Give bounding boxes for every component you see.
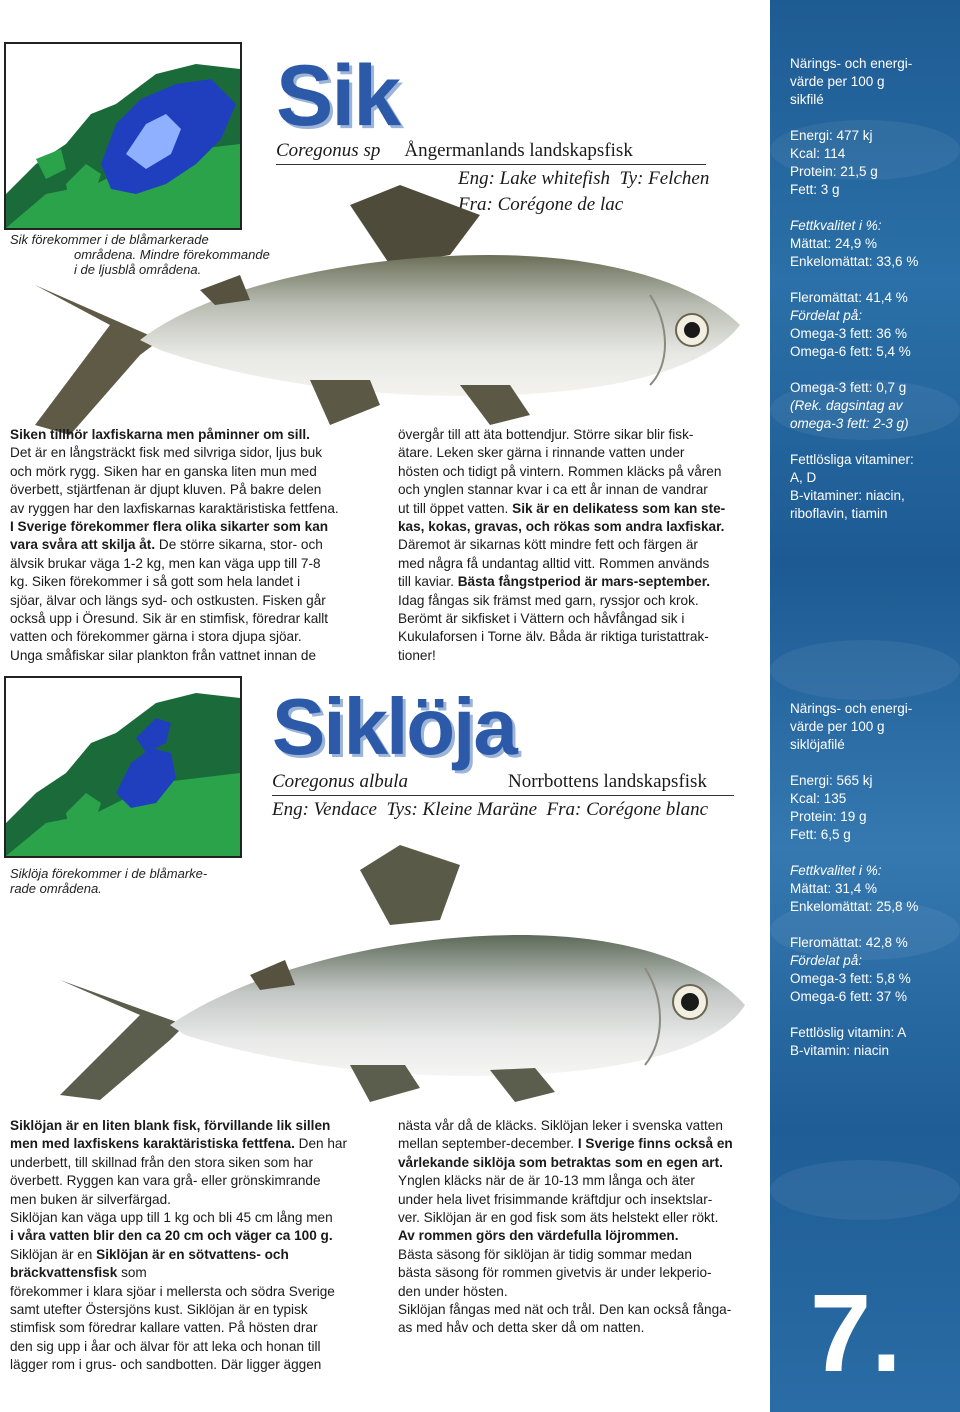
sik-tail-fin [35,285,160,435]
text-line: vatten och förekommer gärna i stora djupa sjöar. [10,629,302,645]
text-line: I Sverige förekommer flera olika sikarter som kan [10,519,329,535]
text-line: I Sverige finns också en [577,1136,733,1152]
nutrition-protein: Protein: 21,5 g [790,164,878,179]
text-line: Bästa säsong för siklöjan är tidig sommar medan [398,1246,692,1262]
text-line: Bästa fångstperiod är mars-september. [457,574,711,590]
text-line: överbett. Ryggen kan vara grå- eller grönskimrande [10,1173,321,1189]
sikloja-scientific-name: Coregonus albula [272,771,408,792]
sikloja-left-text: Siklöjan är en liten blank fisk, förvillande lik sillen men med laxfiskens karaktäristiska fettfena. Den har underbett, till skillnad från den stora siken som har överbett. Ryggen kan vara grå- eller grönskimrande men buken är silverfärgad. Siklöjan kan väga upp till 1 kg och bli 45 cm lång men i våra vatten blir den ca 20 cm och väger ca 100 g. Siklöjan är en Siklöjan är en sötvattens- och bräckvattensfisk som förekommer i klara sjöar i mellersta och södra Sverige samt utefter Östersjöns kust. Siklöjan är en typisk stimfisk som föredrar kallare vatten. På hösten drar den sig upp i åar och älvar för att leka och honan till lägger rom i grus- och sandbotten. Där ligger äggen [10,1117,370,1375]
nutrition-energy: Energi: 477 kj [790,128,873,143]
text-line: mellan september-december. [398,1136,575,1152]
nutrition-saturated: Mättat: 24,9 % [790,236,878,251]
nutrition-monounsaturated: Enkelomättat: 25,8 % [790,899,919,914]
sik-title: Sik [276,48,400,144]
text-line: med några få undantag alltid vitt. Rommen används [398,555,710,571]
nutrition-vitamins: Fettlösliga vitaminer: [790,452,914,467]
text-line: hösten och tidigt på vintern. Rommen kläcks på våren [398,463,722,479]
text-line: ätare. Leken sker gärna i rinnande vatten under [398,445,685,461]
sikloja-dorsal-fin [360,845,460,925]
sik-title-rule [276,164,706,165]
sik-map-caption-line: områdena. Mindre förekommande [74,247,270,262]
sikloja-map-graphic [6,678,240,856]
text-line: den under hösten. [398,1283,508,1299]
text-line: också upp i Öresund. Sik är en stimfisk, föredrar kallt [10,611,329,627]
text-line: Siklöjan kan väga upp till 1 kg och bli 45 cm lång men [10,1210,333,1226]
text-line: men med laxfiskens karaktäristiska fettfena. [10,1136,295,1152]
sik-pupil [684,322,700,338]
sik-nutrition-panel [790,55,955,523]
nutrition-recommended: omega-3 fett: 2-3 g) [790,416,909,431]
sikloja-name-tys: Tys: Kleine Maräne [386,799,538,820]
sik-province: Ångermanlands landskapsfisk [404,140,633,161]
text-line: tioner! [398,647,436,663]
text-line: älvsik brukar väga 1-2 kg, men kan väga upp till 7-8 [10,555,321,571]
nutrition-omega3: Omega-3 fett: 36 % [790,326,908,341]
sikloja-subtitle-row [272,771,408,793]
sik-name-ty: Ty: Felchen [619,168,710,189]
nutrition-polyunsaturated: Fleromättat: 42,8 % [790,935,908,950]
sik-subtitle-row [276,140,633,162]
text-line: Unga småfiskar silar plankton från vattnet innan de [10,647,317,663]
text-line: Kukulaforsen i Torne älv. Båda är riktiga turistattrak- [398,629,709,645]
text-line: vårlekande siklöja som betraktas som en egen art. [398,1154,723,1170]
text-line: den sig upp i åar och älvar för att leka och honan till [10,1338,321,1354]
nutrition-energy: Energi: 565 kj [790,773,873,788]
nutrition-fat-quality: Fettkvalitet i %: [790,218,882,233]
sik-fish-illustration [10,175,770,445]
sik-name-eng: Eng: Lake whitefish [458,168,610,189]
sik-right-text [398,426,758,665]
nutrition-omega6: Omega-6 fett: 37 % [790,989,908,1004]
text-line: samt utefter Östersjöns kust. Siklöjan är en typisk [10,1302,308,1318]
nutrition-heading: värde per 100 g [790,719,885,734]
sikloja-name-eng: Eng: Vendace [272,799,377,820]
text-line: Siklöjan fångas med nät och trål. Den kan också fånga- [398,1302,732,1318]
nutrition-kcal: Kcal: 135 [790,791,847,806]
text-line: och mörk rygg. Siken har en ganska liten mun med [10,463,317,479]
text-line: sjöar, älvar och längs syd- och ostkusten. Fisken går [10,592,326,608]
text-line: vara svåra att skilja åt. [10,537,156,553]
nutrition-heading: sikfilé [790,92,824,107]
nutrition-protein: Protein: 19 g [790,809,867,824]
nutrition-omega3: Omega-3 fett: 5,8 % [790,971,911,986]
sikloja-name-fra: Fra: Corégone blanc [546,799,709,820]
sikloja-nutrition-panel [790,700,955,1060]
text-line: i våra vatten blir den ca 20 cm och väger ca 100 g. [10,1228,333,1244]
text-line: Berömt är sikfisket i Vättern och håvfångad sik i [398,611,685,627]
nutrition-recommended: (Rek. dagsintag av [790,398,903,413]
nutrition-vitamins: B-vitaminer: niacin, [790,488,905,503]
text-line: men buken är silverfärgad. [10,1191,171,1207]
sik-dorsal-fin [350,185,480,265]
sik-scientific-name: Coregonus sp [276,140,381,161]
text-line: Sik är en delikatess som kan ste- [512,500,726,516]
sik-name-fra: Fra: Corégone de lac [458,194,624,215]
nutrition-polyunsaturated: Fleromättat: 41,4 % [790,290,908,305]
nutrition-heading: värde per 100 g [790,74,885,89]
nutrition-vitamins: B-vitamin: niacin [790,1043,890,1058]
sik-map-caption-line: i de ljusblå områdena. [74,262,202,277]
text-line: av ryggen har den laxfiskarnas karaktäristiska fettfena. [10,500,339,516]
text-line: under hela livet frisimmande kräftdjur och insektslar- [398,1191,713,1207]
text-line: lägger rom i grus- och sandbotten. Där ligger äggen [10,1357,322,1373]
text-line: övergår till att äta bottendjur. Större sikar blir fisk- [398,427,694,442]
text-line: De större sikarna, stor- och [158,537,323,553]
text-line: förekommer i klara sjöar i mellersta och södra Sverige [10,1283,335,1299]
sikloja-distribution-map [4,676,242,858]
text-line: underbett, till skillnad från den stora siken som har [10,1154,313,1170]
text-line: Siken tillhör laxfiskarna men påminner om sill. [10,427,310,442]
sikloja-map-caption-line: Siklöja förekommer i de blåmarke- [10,866,208,881]
text-line: as med håv och detta sker då om natten. [398,1320,645,1336]
text-line: stimfisk som föredrar kallare vatten. På hösten drar [10,1320,318,1336]
nutrition-kcal: Kcal: 114 [790,146,846,161]
sikloja-names-row [272,799,708,821]
nutrition-heading: siklöjafilé [790,737,845,752]
sik-map-caption-line: Sik förekommer i de blåmarkerade [10,232,209,247]
nutrition-fat-quality: Fettkvalitet i %: [790,863,882,878]
text-line: Av rommen görs den värdefulla löjrommen. [398,1228,679,1244]
text-line: Det är en långsträckt fisk med silvriga sidor, ljus buk [10,445,323,461]
nutrition-distributed: Fördelat på: [790,308,863,323]
text-line: Idag fångas sik främst med garn, ryssjor och krok. [398,592,699,608]
nutrition-omega3-grams: Omega-3 fett: 0,7 g [790,380,907,395]
text-line: ver. Siklöjan är en god fisk som äts helstekt eller rökt. [398,1210,719,1226]
text-line: Siklöjan är en sötvattens- och bräckvattensfisk [10,1246,289,1281]
text-line: som [121,1265,147,1281]
text-line: kg. Siken förekommer i så gott som hela landet i [10,574,301,590]
text-line: Ynglen kläcks när de är 10-13 mm långa och äter [398,1173,695,1189]
nutrition-vitamins: riboflavin, tiamin [790,506,888,521]
text-line: Den har [298,1136,348,1152]
nutrition-saturated: Mättat: 31,4 % [790,881,878,896]
sik-body [140,255,740,396]
sik-anal-fin [310,380,380,425]
text-line: överbett, stjärtfenan är djupt kluven. På bakre delen [10,482,322,498]
text-line: till kaviar. [398,574,454,590]
text-line: bästa säsong för rommen givetvis är under lekperio- [398,1265,712,1281]
sikloja-title: Siklöja [272,682,516,771]
sikloja-pupil [681,993,699,1011]
page-number: 7. [810,1272,902,1395]
sikloja-title-rule [272,795,734,796]
sikloja-fish-illustration [20,840,770,1110]
nutrition-monounsaturated: Enkelomättat: 33,6 % [790,254,919,269]
text-line: nästa vår då de kläcks. Siklöjan leker i svenska vatten [398,1118,723,1133]
nutrition-vitamins: A, D [790,470,817,485]
text-line: Däremot är sikarnas kött mindre fett och färgen är [398,537,698,553]
text-line: och ynglen stannar kvar i ca ett år innan de vandrar [398,482,708,498]
nutrition-heading: Närings- och energi- [790,56,913,71]
sikloja-right-text [398,1117,768,1338]
sikloja-province: Norrbottens landskapsfisk [508,771,707,792]
nutrition-omega6: Omega-6 fett: 5,4 % [790,344,911,359]
nutrition-distributed: Fördelat på: [790,953,863,968]
text-line: Siklöjan är en liten blank fisk, förvillande lik sillen [10,1118,331,1133]
sikloja-tail-fin [60,980,185,1100]
nutrition-fat: Fett: 3 g [790,182,840,197]
text-line: kas, kokas, gravas, och rökas som andra laxfiskar. [398,519,725,535]
nutrition-vitamins: Fettlöslig vitamin: A [790,1025,907,1040]
sikloja-map-caption-line: rade områdena. [10,881,102,896]
text-line: ut till öppet vatten. [398,500,509,516]
sik-adipose-fin [200,275,250,305]
nutrition-fat: Fett: 6,5 g [790,827,851,842]
sik-left-text [10,426,370,665]
nutrition-heading: Närings- och energi- [790,701,913,716]
